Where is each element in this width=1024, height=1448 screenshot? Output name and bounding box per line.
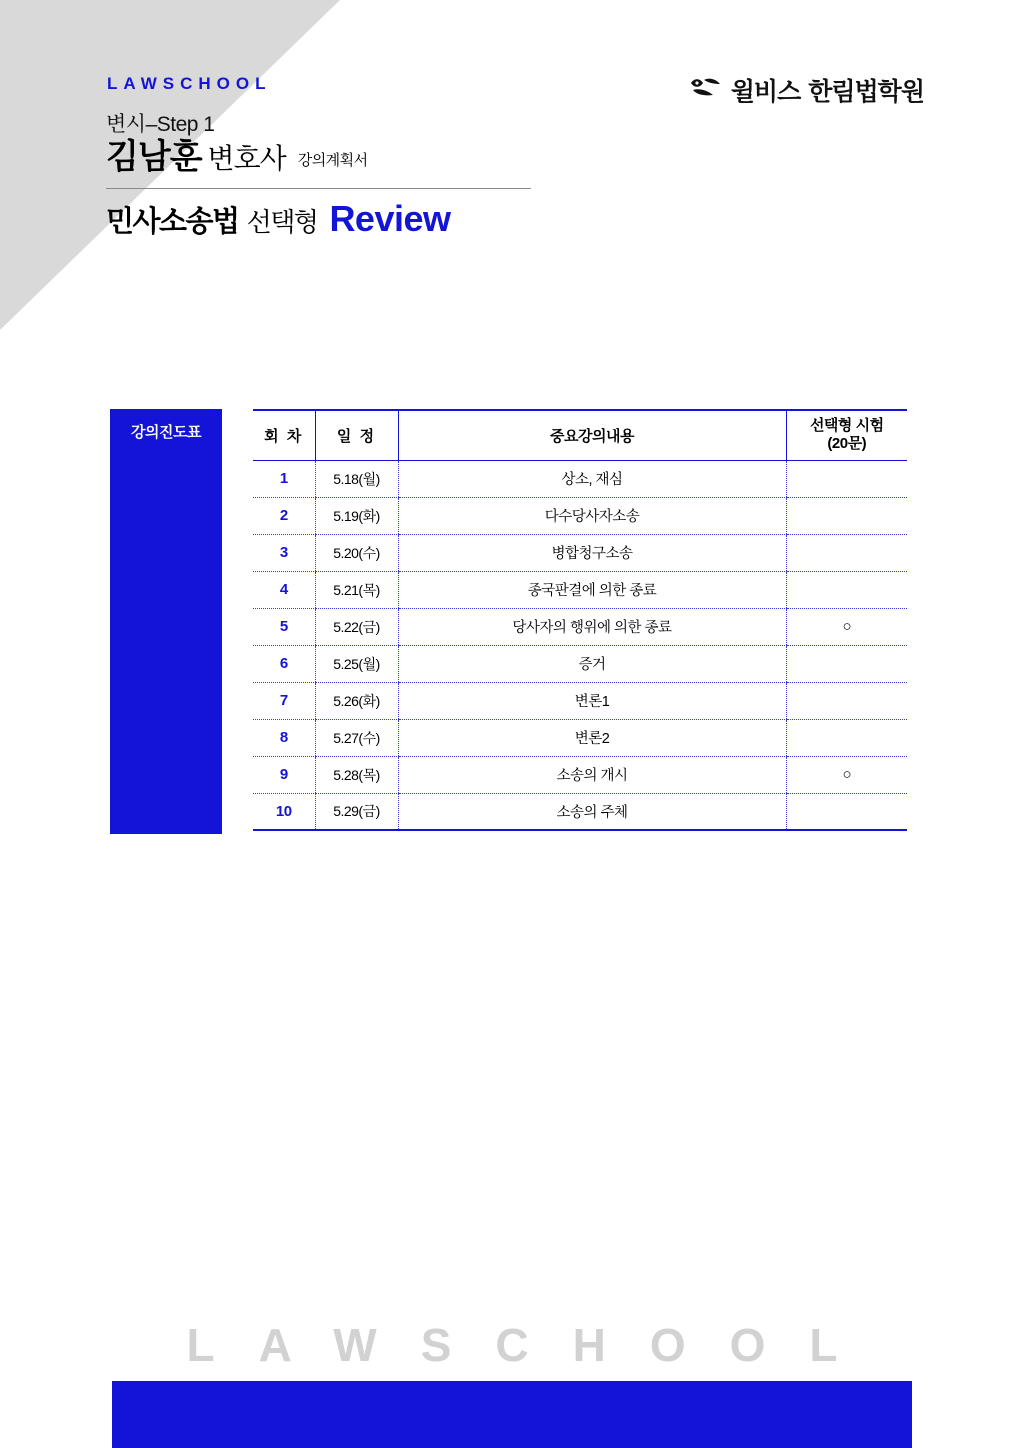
cell-session: 10 <box>253 793 315 830</box>
subject-name: 민사소송법 <box>106 206 239 238</box>
cell-exam <box>786 645 907 682</box>
cell-topic: 다수당사자소송 <box>398 497 786 534</box>
lawschool-kicker: LAWSCHOOL <box>107 74 272 93</box>
schedule-table <box>253 409 907 831</box>
instructor-name: 김남훈 <box>106 138 202 176</box>
cell-date: 5.19(화) <box>315 497 398 534</box>
cell-date: 5.25(월) <box>315 645 398 682</box>
cell-session: 5 <box>253 608 315 645</box>
subject-row <box>106 198 451 240</box>
instructor-title: 변호사 <box>207 143 286 174</box>
footer-watermark: LAWSCHOOL <box>186 1319 882 1371</box>
cell-exam <box>786 682 907 719</box>
table-row <box>253 793 907 830</box>
brand-name-1: 윌비스 <box>730 78 801 106</box>
cell-exam <box>786 719 907 756</box>
footer-bar <box>112 1381 912 1448</box>
document-header <box>0 0 1024 300</box>
cell-topic: 소송의 주체 <box>398 793 786 830</box>
cell-topic: 증거 <box>398 645 786 682</box>
cell-topic: 변론1 <box>398 682 786 719</box>
cell-date: 5.26(화) <box>315 682 398 719</box>
column-header-session: 회 차 <box>253 410 315 460</box>
table-row <box>253 497 907 534</box>
table-row <box>253 645 907 682</box>
column-header-topic: 중요강의내용 <box>398 410 786 460</box>
cell-session: 3 <box>253 534 315 571</box>
cell-date: 5.27(수) <box>315 719 398 756</box>
instructor-row <box>106 140 368 174</box>
cell-exam: ○ <box>786 756 907 793</box>
brand-logo <box>689 72 924 108</box>
cell-session: 1 <box>253 460 315 497</box>
column-header-exam-line1: 선택형 시험 <box>809 416 884 434</box>
cell-session: 9 <box>253 756 315 793</box>
cell-topic: 당사자의 행위에 의한 종료 <box>398 608 786 645</box>
cell-date: 5.20(수) <box>315 534 398 571</box>
table-row <box>253 756 907 793</box>
cell-topic: 상소, 재심 <box>398 460 786 497</box>
table-row <box>253 719 907 756</box>
cell-session: 8 <box>253 719 315 756</box>
plan-label: 강의계획서 <box>297 152 368 169</box>
table-row <box>253 608 907 645</box>
column-header-exam <box>786 410 907 460</box>
cell-session: 6 <box>253 645 315 682</box>
cell-session: 4 <box>253 571 315 608</box>
table-row <box>253 534 907 571</box>
cell-date: 5.28(목) <box>315 756 398 793</box>
cell-topic: 종국판결에 의한 종료 <box>398 571 786 608</box>
cell-exam <box>786 571 907 608</box>
cell-exam <box>786 497 907 534</box>
progress-table-badge: 강의진도표 <box>110 409 222 834</box>
table-row <box>253 460 907 497</box>
table-row <box>253 571 907 608</box>
cell-topic: 변론2 <box>398 719 786 756</box>
header-divider <box>106 188 531 189</box>
column-header-date: 일 정 <box>315 410 398 460</box>
cell-session: 7 <box>253 682 315 719</box>
cell-exam <box>786 793 907 830</box>
cell-date: 5.22(금) <box>315 608 398 645</box>
cell-topic: 병합청구소송 <box>398 534 786 571</box>
brand-name-2: 한림법학원 <box>808 78 924 106</box>
cell-exam <box>786 534 907 571</box>
cell-date: 5.21(목) <box>315 571 398 608</box>
subject-kind: 선택형 <box>246 207 318 237</box>
cell-topic: 소송의 개시 <box>398 756 786 793</box>
cell-exam <box>786 460 907 497</box>
column-header-exam-line2: (20문) <box>827 435 867 453</box>
table-header-row <box>253 410 907 460</box>
cell-exam: ○ <box>786 608 907 645</box>
cell-date: 5.29(금) <box>315 793 398 830</box>
brand-mark-icon <box>689 77 723 103</box>
cell-date: 5.18(월) <box>315 460 398 497</box>
table-row <box>253 682 907 719</box>
course-step-label: 변시–Step 1 <box>106 113 215 136</box>
subject-review: Review <box>329 198 451 239</box>
cell-session: 2 <box>253 497 315 534</box>
